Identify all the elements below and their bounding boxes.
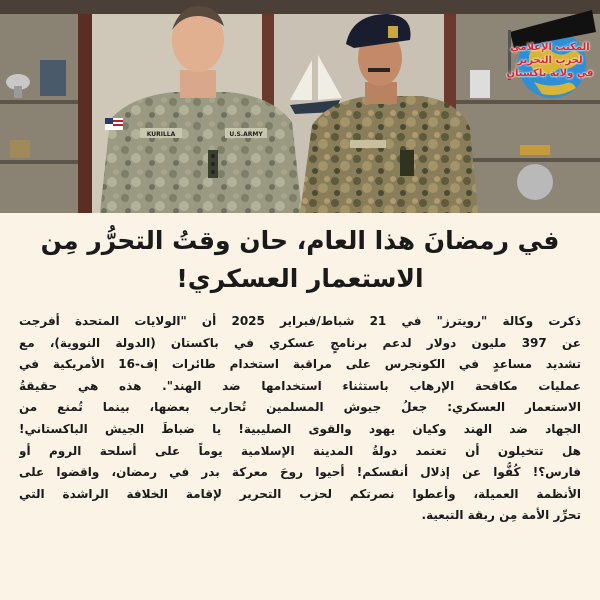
body-line: عن 397 مليون دولار لدعم برنامجٍ عسكري في باكستان (الدولة النووية)، مع — [19, 335, 581, 350]
body-line: ذكرت وكالة "رويترز" في 21 شباط/فبراير 2025 أن "الولايات المتحدة أفرجت — [19, 314, 581, 328]
name-tag: KURILLA — [146, 131, 176, 138]
news-photo — [0, 0, 600, 213]
body-line: الاستعمار العسكري: جعلُ جيوش المسلمين تُحارب بعضها، بينما تُمنع من — [19, 400, 581, 415]
headline-line1: في رمضانَ هذا العام، حان وقتُ التحرُّر مِن — [40, 226, 560, 255]
article-body — [19, 311, 581, 527]
logo-text-line1: المكتب الإعلامي — [510, 42, 590, 53]
logo-text-line3: في ولاية باكستان — [506, 68, 594, 79]
body-line: الأنظمة العميلة، وأعطوا نصرتكم لحزب التحرير لإقامة الخلافة الراشدة التي — [19, 486, 581, 501]
logo-text-line2: لحزب التحرير — [517, 55, 583, 66]
branch-tag: U.S.ARMY — [229, 131, 263, 138]
body-line: فارس؟! كُفُّوا عن إذلال أنفسكم! أحيوا روحَ معركة بدر في رمضان، واقضوا على — [19, 465, 581, 480]
body-line: تحرِّر الأمة مِن ربقة التبعية. — [421, 508, 581, 523]
body-line: هل تتخيلون أن تعتمد دولةُ المدينة الإسلامية يوماً على أسلحة الروم أو — [19, 443, 581, 458]
media-office-logo — [500, 2, 600, 102]
headline — [30, 222, 570, 302]
body-line: عمليات مكافحة الإرهاب باستثناء استخدامها ضد الهند". هذه هي حقيقةُ — [19, 378, 581, 393]
headline-line2: الاستعمار العسكري! — [176, 264, 424, 293]
body-line: تشديد مساعدٍ في الكونجرس على مراقبة استخدام طائرات إف-16 الأمريكية في — [19, 357, 581, 372]
body-line: الجهاد ضد الهند وكيان يهود والقوى الصليبية! يا ضباطَ الجيش الباكستاني! — [19, 421, 581, 436]
